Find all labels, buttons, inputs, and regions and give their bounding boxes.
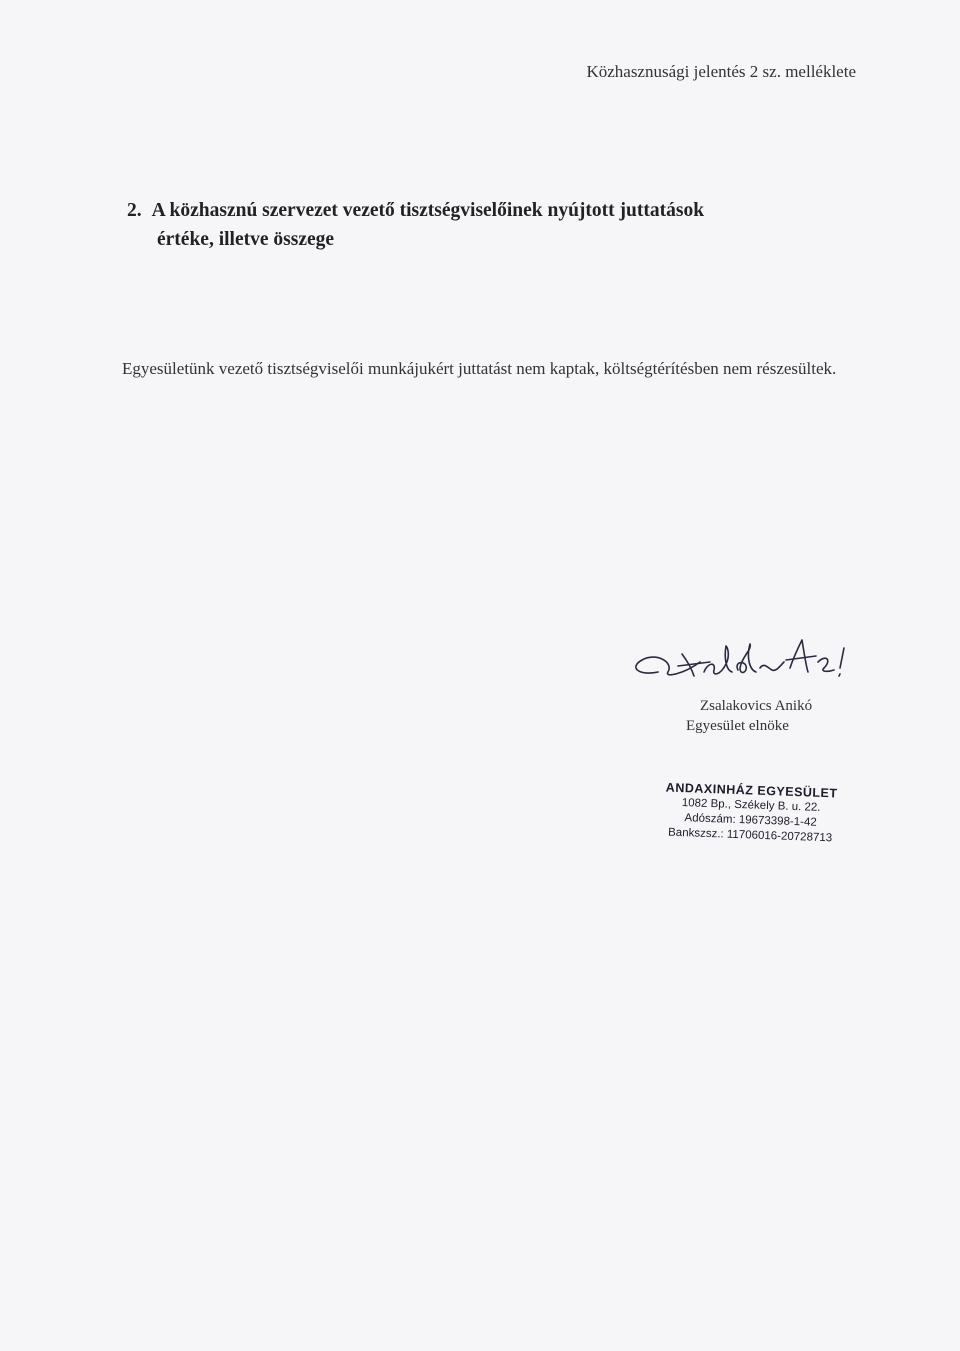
signer-role: Egyesület elnöke (686, 718, 789, 734)
annex-note: Közhasznusági jelentés 2 sz. melléklete (586, 62, 856, 81)
stamp-address: 1082 Bp., Székely B. u. 22. (681, 797, 821, 814)
section-title-line1: A közhasznú szervezet vezető tisztségviselőinek nyújtott juttatások (151, 200, 705, 221)
organization-stamp (650, 780, 852, 847)
signer-name: Zsalakovics Anikó (700, 698, 813, 714)
section-number: 2. (127, 200, 142, 221)
stamp-org-name: ANDAXINHÁZ EGYESÜLET (665, 780, 838, 801)
stamp-tax-number: Adószám: 19673398-1-42 (684, 812, 817, 829)
body-paragraph: Egyesületünk vezető tisztségviselői munkájukért juttatást nem kaptak, költségtérítésben nem részesültek. (122, 359, 837, 378)
section-title-line2: értéke, illetve összege (157, 229, 335, 250)
stamp-bank-account: Bankszsz.: 11706016-20728713 (667, 826, 833, 845)
handwritten-signature (622, 632, 852, 692)
section-title (127, 196, 817, 254)
